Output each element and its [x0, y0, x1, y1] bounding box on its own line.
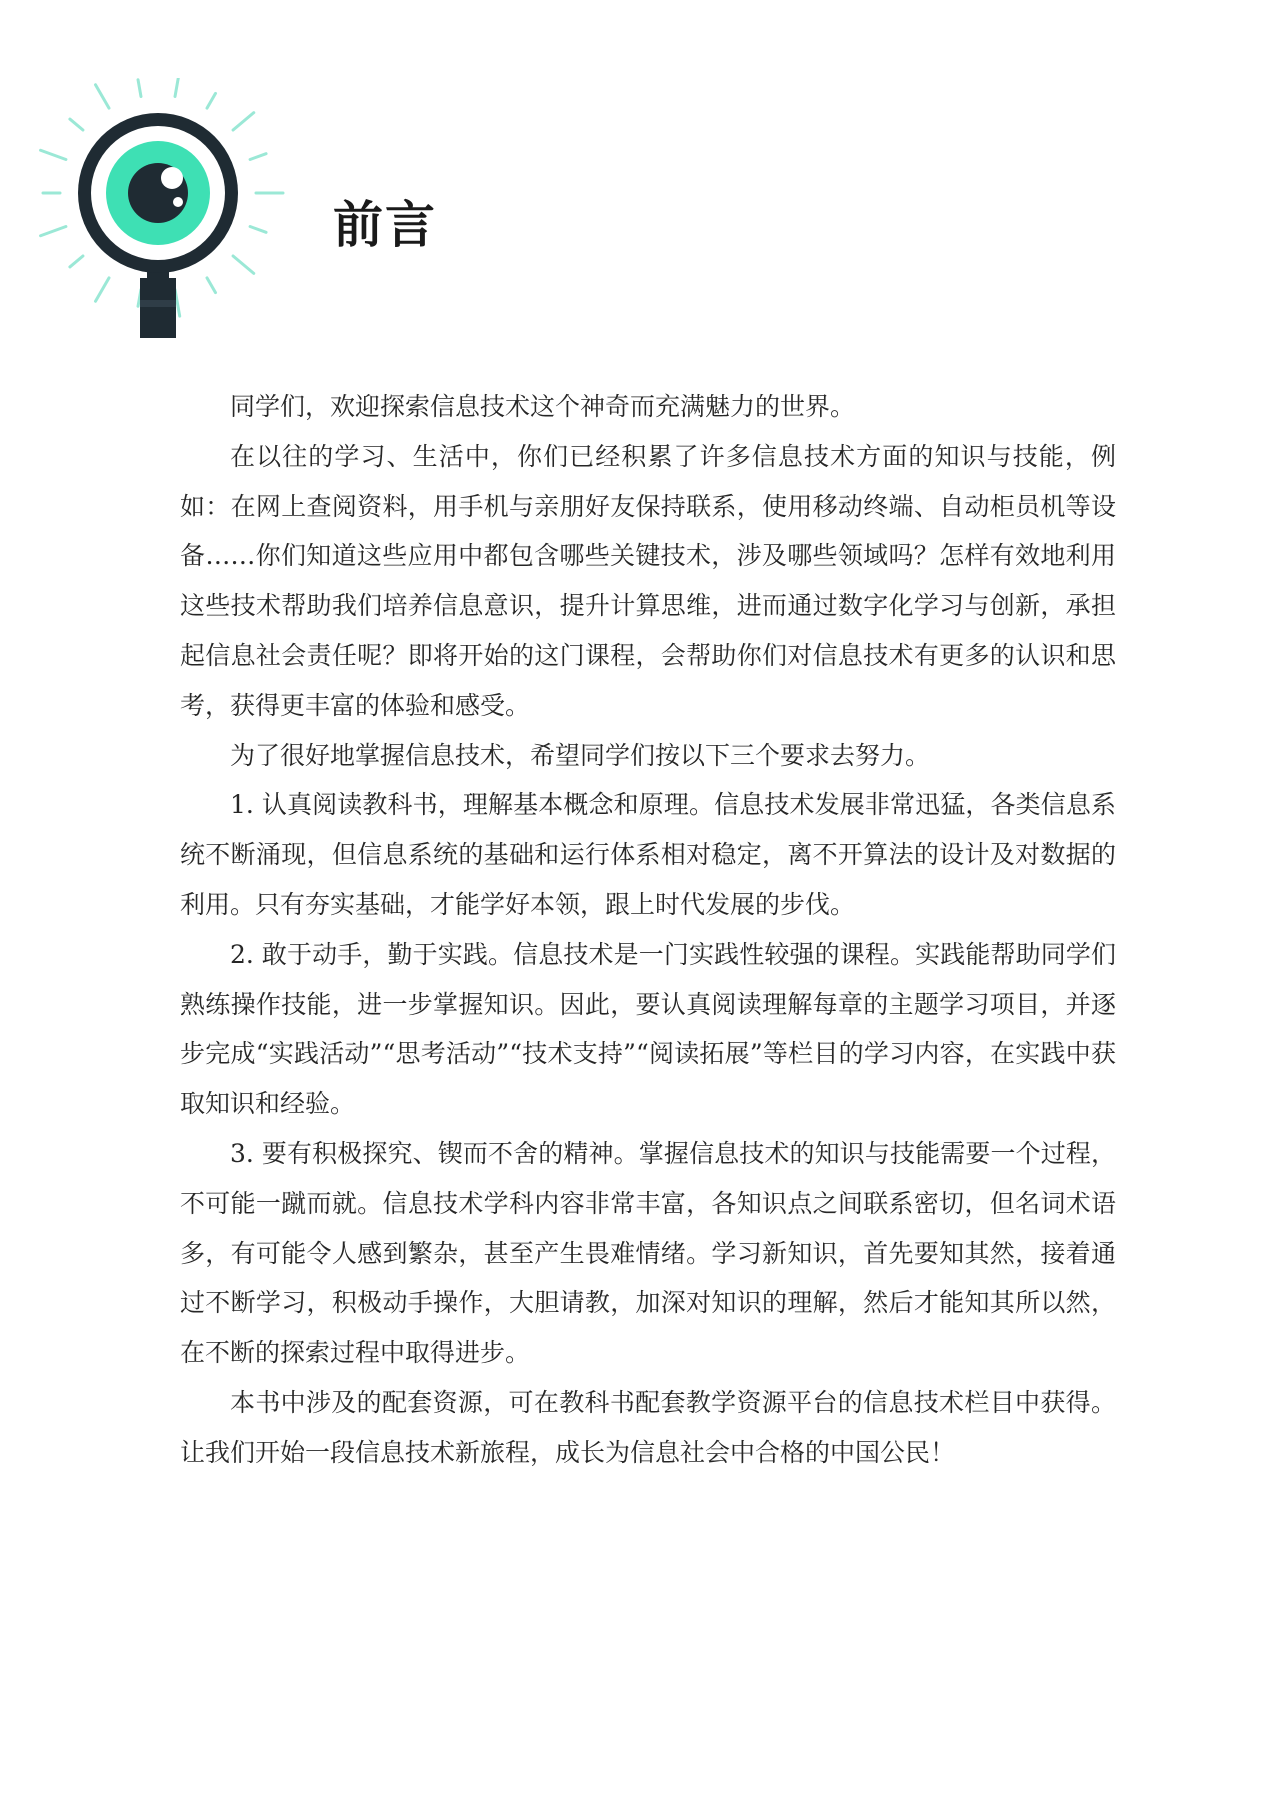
- ray-line: [250, 154, 266, 160]
- paragraph: 在以往的学习、生活中，你们已经积累了许多信息技术方面的知识与技能，例如：在网上查阅资料，用手机与亲朋好友保持联系，使用移动终端、自动柜员机等设备……你们知道这些应用中都包含哪些关键技术，涉及哪些领域吗？怎样有效地利用这些技术帮助我们培养信息意识，提升计算思维，进而通过数字化学习与创新，承担起信息社会责任呢？即将开始的这门课程，会帮助你们对信息技术有更多的认识和思考，获得更丰富的体验和感受。: [180, 441, 1116, 720]
- paragraph: 2. 敢于动手，勤于实践。信息技术是一门实践性较强的课程。实践能帮助同学们熟练操作技能，进一步掌握知识。因此，要认真阅读理解每章的主题学习项目，并逐步完成“实践活动”“思考活动”“技术支持”“阅读拓展”等栏目的学习内容，在实践中获取知识和经验。: [180, 939, 1116, 1119]
- paragraph: 3. 要有积极探究、锲而不舍的精神。掌握信息技术的知识与技能需要一个过程，不可能一蹴而就。信息技术学科内容非常丰富，各知识点之间联系密切，但名词术语多，有可能令人感到繁杂，甚至产生畏难情绪。学习新知识，首先要知其然，接着通过不断学习，积极动手操作，大胆请教，加深对知识的理解，然后才能知其所以然，在不断的探索过程中取得进步。: [180, 1138, 1116, 1368]
- paragraph: 同学们，欢迎探索信息技术这个神奇而充满魅力的世界。: [230, 392, 856, 421]
- ray-line: [175, 78, 180, 96]
- ray-line: [207, 278, 216, 293]
- ray-line: [41, 150, 66, 159]
- paragraph: 本书中涉及的配套资源，可在教科书配套教学资源平台的信息技术栏目中获得。让我们开始一段信息技术新旅程，成长为信息社会中合格的中国公民！: [180, 1387, 1116, 1467]
- paragraph: 为了很好地掌握信息技术，希望同学们按以下三个要求去努力。: [230, 740, 931, 770]
- ray-line: [96, 85, 110, 108]
- page-title: 前言: [333, 195, 437, 254]
- ray-line: [70, 256, 83, 267]
- ray-line: [96, 278, 110, 301]
- ray-line: [233, 113, 254, 130]
- magnifier-eye-icon: [30, 78, 300, 368]
- paragraph: 1. 认真阅读教科书，理解基本概念和原理。信息技术发展非常迅猛，各类信息系统不断涌现，但信息系统的基础和运行体系相对稳定，离不开算法的设计及对数据的利用。只有夯实基础，才能学好本领，跟上时代发展的步伐。: [180, 790, 1116, 919]
- ray-line: [138, 80, 141, 97]
- preface-body: [180, 382, 1116, 1478]
- ray-line: [250, 227, 266, 233]
- ray-line: [70, 119, 83, 130]
- ray-line: [41, 227, 66, 236]
- ray-line: [207, 93, 216, 108]
- ray-line: [233, 256, 254, 273]
